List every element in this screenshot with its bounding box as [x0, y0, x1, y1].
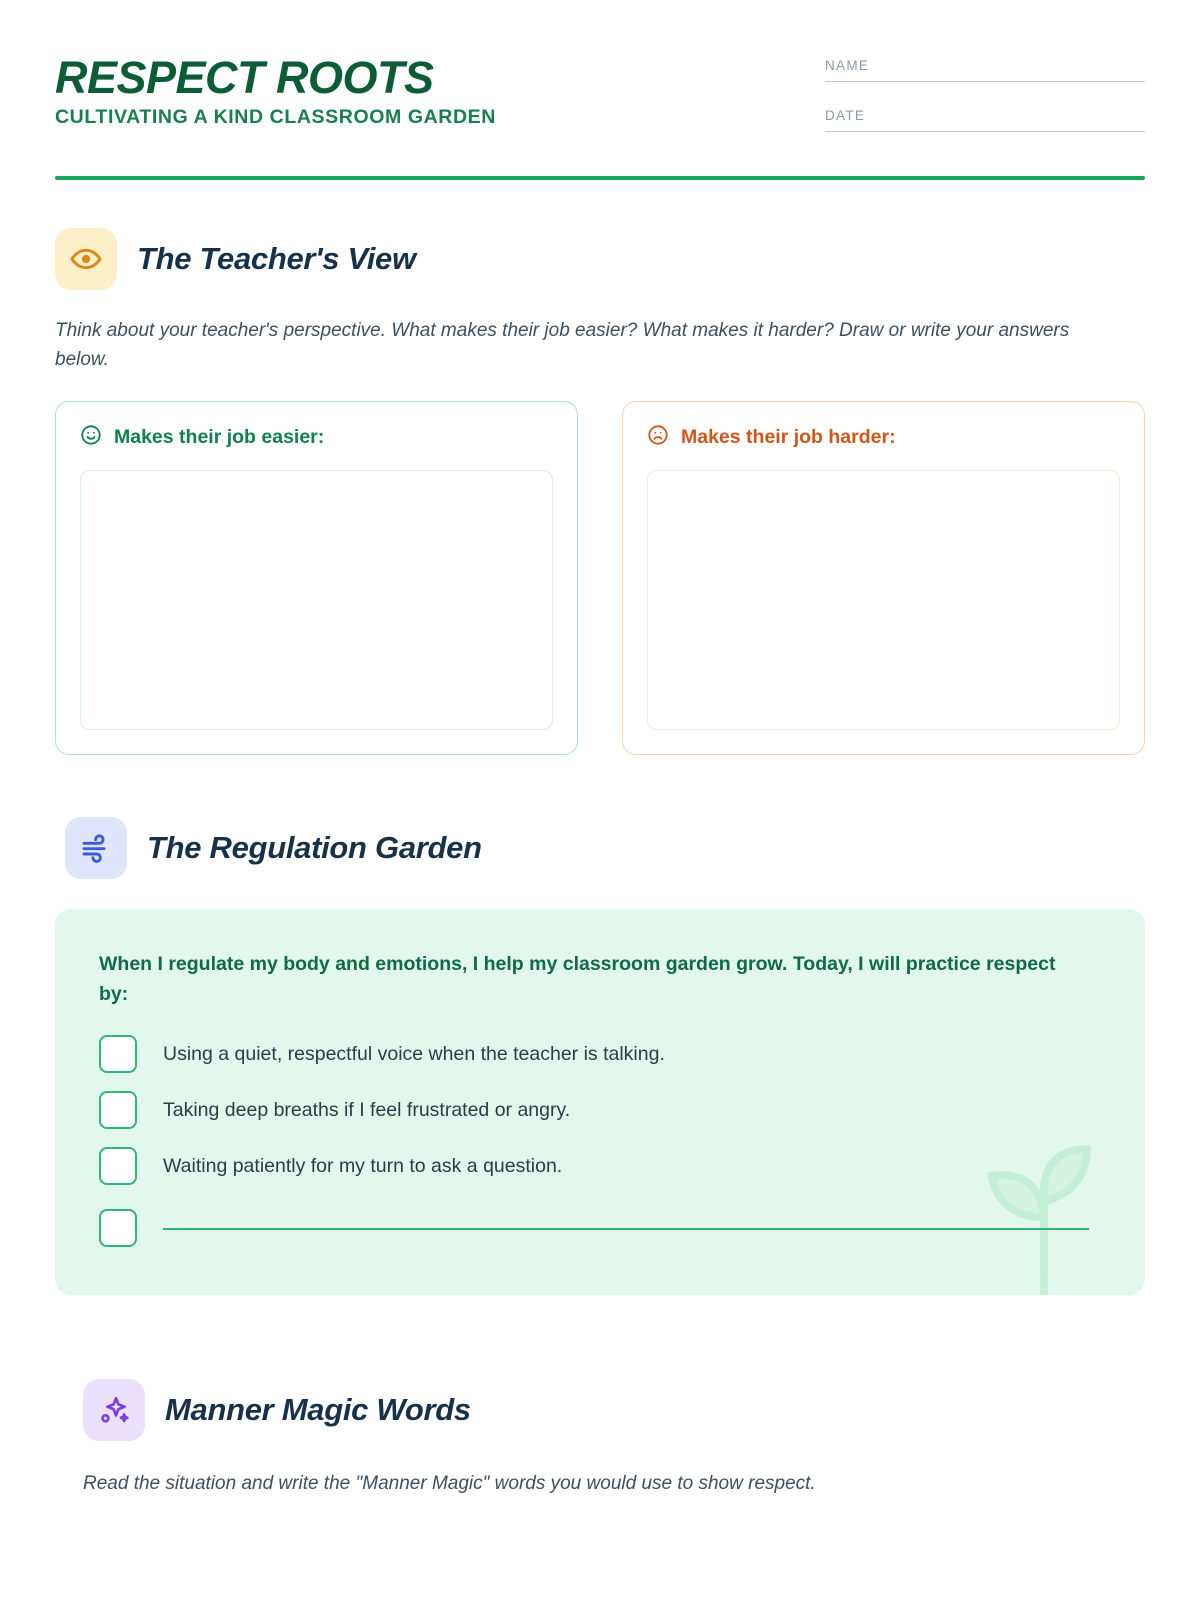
date-field-row — [825, 108, 1145, 132]
teachers-view-header — [55, 228, 1145, 290]
job-easier-card — [55, 401, 578, 755]
regulation-garden-header — [65, 817, 1145, 879]
checkbox[interactable] — [99, 1147, 137, 1185]
regulation-option-row[interactable] — [99, 1035, 1101, 1073]
checkbox[interactable] — [99, 1091, 137, 1129]
teachers-view-title: The Teacher's View — [137, 241, 416, 276]
job-harder-card — [622, 401, 1145, 755]
wind-icon — [65, 817, 127, 879]
regulation-custom-option-row[interactable] — [99, 1209, 1101, 1247]
name-field-row — [825, 58, 1145, 82]
teachers-view-columns — [55, 401, 1145, 755]
job-easier-label: Makes their job easier: — [114, 426, 325, 449]
section-teachers-view — [55, 228, 1145, 755]
sparkle-icon — [83, 1379, 145, 1441]
page-subtitle: CULTIVATING A KIND CLASSROOM GARDEN — [55, 106, 496, 129]
regulation-option-row[interactable] — [99, 1091, 1101, 1129]
teachers-view-description: Think about your teacher's perspective. What makes their job easier? What makes it harder? Draw or write your answers below. — [55, 320, 1070, 371]
regulation-option-row[interactable] — [99, 1147, 1101, 1185]
title-block — [55, 50, 496, 129]
eye-icon — [55, 228, 117, 290]
name-input-line[interactable] — [825, 80, 1145, 82]
job-harder-response-area[interactable] — [647, 470, 1120, 730]
regulation-garden-card — [55, 909, 1145, 1295]
date-input-line[interactable] — [825, 130, 1145, 132]
section-manner-magic — [55, 1379, 1145, 1498]
regulation-option-label: Taking deep breaths if I feel frustrated or angry. — [163, 1098, 571, 1121]
name-date-block — [825, 50, 1145, 158]
section-regulation-garden — [55, 817, 1145, 1295]
sprout-decoration — [949, 1119, 1139, 1295]
regulation-option-label: Waiting patiently for my turn to ask a question. — [163, 1154, 563, 1177]
date-label: DATE — [825, 108, 866, 123]
regulation-custom-input-line[interactable] — [163, 1227, 1089, 1230]
job-harder-label: Makes their job harder: — [681, 426, 896, 449]
regulation-prompt: When I regulate my body and emotions, I help my classroom garden grow. Today, I will practice respect by: — [99, 952, 1056, 1006]
name-label: NAME — [825, 58, 870, 73]
frowny-face-icon — [647, 424, 669, 452]
manner-magic-description: Read the situation and write the "Manner Magic" words you would use to show respect. — [83, 1473, 816, 1495]
page-header — [55, 40, 1145, 158]
page-title: RESPECT ROOTS — [55, 52, 434, 103]
regulation-option-label: Using a quiet, respectful voice when the teacher is talking. — [163, 1042, 665, 1065]
job-harder-header — [647, 424, 1120, 452]
manner-magic-header — [83, 1379, 1145, 1441]
checkbox[interactable] — [99, 1035, 137, 1073]
smiley-face-icon — [80, 424, 102, 452]
checkbox[interactable] — [99, 1209, 137, 1247]
job-easier-response-area[interactable] — [80, 470, 553, 730]
regulation-garden-title: The Regulation Garden — [147, 829, 482, 865]
job-easier-header — [80, 424, 553, 452]
header-divider — [55, 176, 1145, 180]
manner-magic-title: Manner Magic Words — [165, 1392, 471, 1428]
